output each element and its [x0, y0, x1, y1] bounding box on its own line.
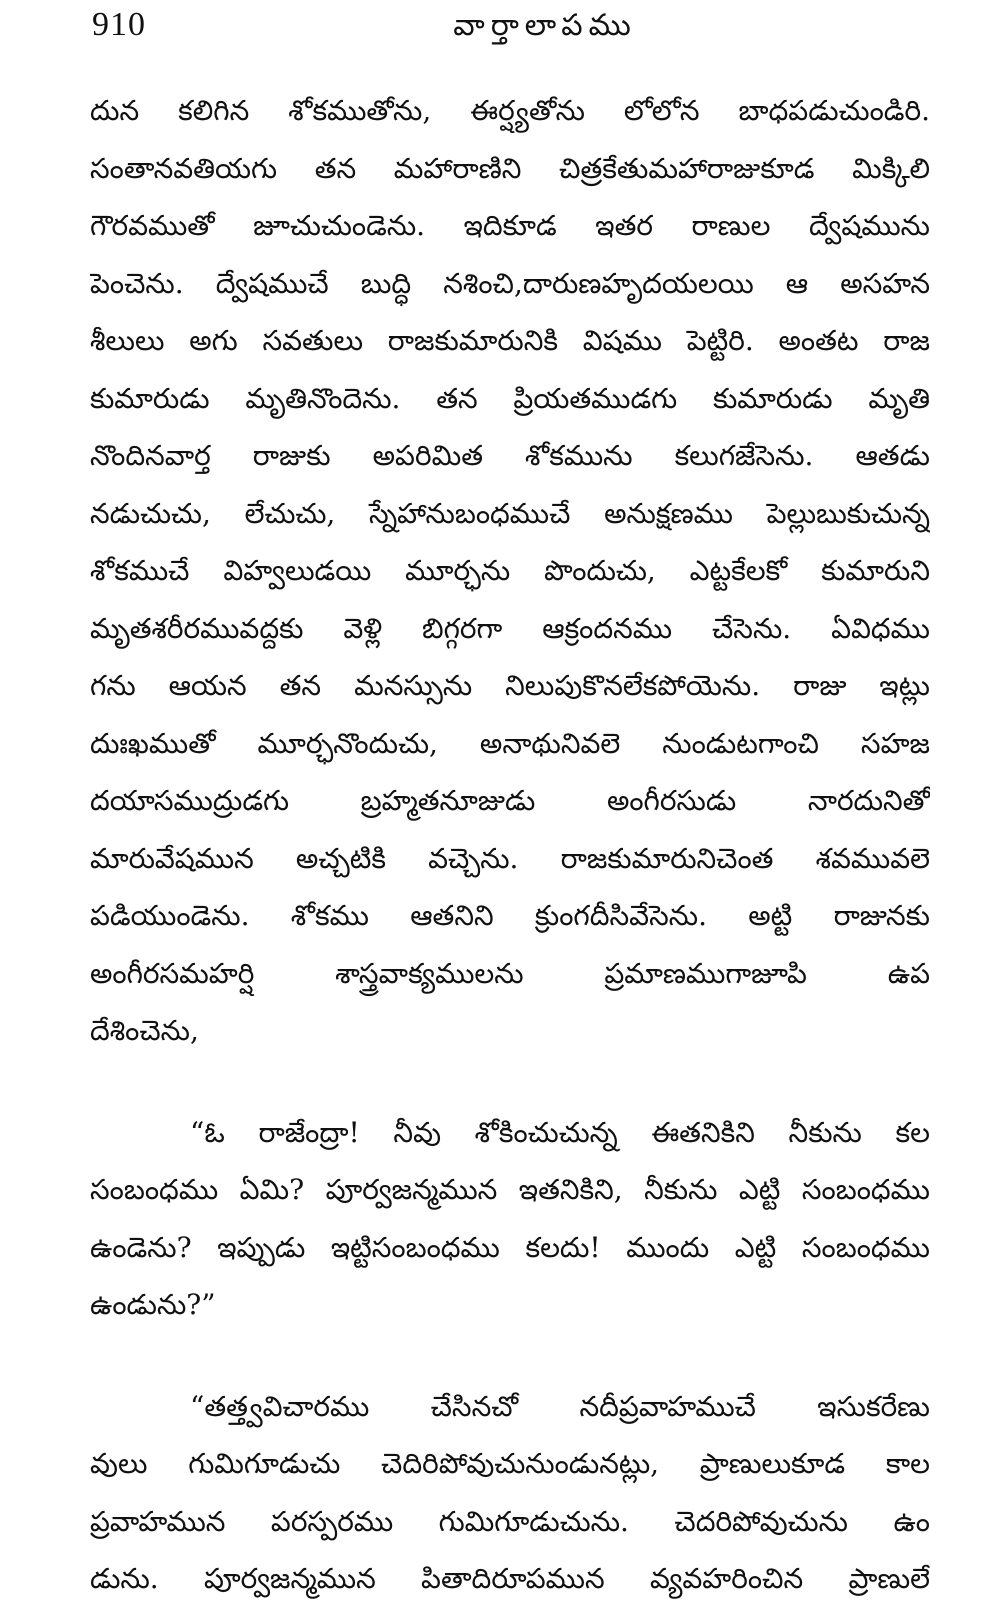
text-line: నొందినవార్త రాజుకు అపరిమిత శోకమును కలుగజేసెను. ఆతడు	[90, 439, 930, 472]
text-line: కుమారుడు మృతినొందెను. తన ప్రియతముడగు కుమారుడు మృతి	[90, 381, 930, 415]
text-line: పడియుండెను. శోకము ఆతనిని క్రుంగదీసివేసెను. అట్టి రాజునకు	[90, 899, 930, 932]
text-line: ఉండును?”	[90, 1288, 216, 1321]
text-line: దున కలిగిన శోకముతోను, ఈర్ష్యతోను లోలోన బాధపడుచుండిరి.	[90, 94, 930, 127]
text-line: సంబంధము ఏమి? పూర్వజన్మమున ఇతనికిని, నీకును ఎట్టి సంబంధము	[90, 1173, 930, 1206]
paragraph-3	[90, 1378, 930, 1608]
text-line: వులు గుమిగూడుచు చెదిరిపోవుచునుండునట్లు, ప్రాణులుకూడ కాల	[90, 1447, 930, 1480]
text-line: మృతశరీరమువద్దకు వెళ్లి బిగ్గరగా ఆక్రందనము చేసెను. ఏవిధము	[90, 611, 930, 645]
text-line: దయాసముద్రుడగు బ్రహ్మతనూజుడు అంగీరసుడు నారదునితో	[90, 784, 930, 817]
text-line: నడుచుచు, లేచుచు, స్నేహానుబంధముచే అనుక్షణము పెల్లుబుకుచున్న	[90, 496, 930, 530]
text-line: ప్రవాహమున పరస్పరము గుమిగూడుచును. చెదరిపోవుచును ఉం	[90, 1504, 930, 1538]
text-line: డును. పూర్వజన్మమున పితాదిరూపమున వ్యవహరించిన ప్రాణులే	[90, 1562, 930, 1595]
text-line: మారువేషమున అచ్చటికి వచ్చెను. రాజకుమారునిచెంత శవమువలె	[90, 841, 930, 875]
body-text	[90, 82, 930, 1608]
text-line: సంతానవతియగు తన మహారాణిని చిత్రకేతుమహారాజుకూడ మిక్కిలి	[90, 151, 930, 185]
paragraph-gap	[90, 1334, 930, 1378]
text-line: గను ఆయన తన మనస్సును నిలుపుకొనలేకపోయెను. రాజు ఇట్లు	[90, 669, 930, 702]
text-line: “తత్త్వవిచారము చేసినచో నదీప్రవాహముచే ఇసుకరేణు	[190, 1389, 930, 1423]
running-title: వార్తాలాపము	[453, 8, 637, 43]
text-line: గౌరవముతో జూచుచుండెను. ఇదికూడ ఇతర రాణుల ద్వేషమును	[90, 209, 930, 242]
page-number: 910	[92, 6, 146, 43]
paragraph-gap	[90, 1060, 930, 1104]
text-line: అంగీరసమహర్షి శాస్త్రవాక్యములను ప్రమాణముగాజూపి ఉప	[90, 956, 930, 990]
paragraph-2	[90, 1104, 930, 1334]
text-line: ఉండెను? ఇప్పుడు ఇట్టిసంబంధము కలదు! ముందు ఎట్టి సంబంధము	[90, 1230, 930, 1264]
text-line: శోకముచే విహ్వలుడయి మూర్ఛను పొందుచు, ఎట్టకేలకో కుమారుని	[90, 554, 930, 587]
text-line: “ఓ రాజేంద్రా! నీవు శోకించుచున్న ఈతనికిని నీకును కల	[190, 1115, 930, 1149]
text-line: దుఃఖముతో మూర్ఛనొందుచు, అనాథునివలె నుండుటగాంచి సహజ	[90, 726, 930, 760]
text-line: శీలులు అగు సవతులు రాజకుమారునికి విషము పెట్టిరి. అంతట రాజ	[90, 324, 930, 357]
paragraph-1	[90, 82, 930, 1060]
text-line: పెంచెను. ద్వేషముచే బుద్ధి నశించి,దారుణహృదయలయి ఆ అసహన	[90, 266, 930, 300]
text-line: దేశించెను,	[90, 1014, 199, 1047]
